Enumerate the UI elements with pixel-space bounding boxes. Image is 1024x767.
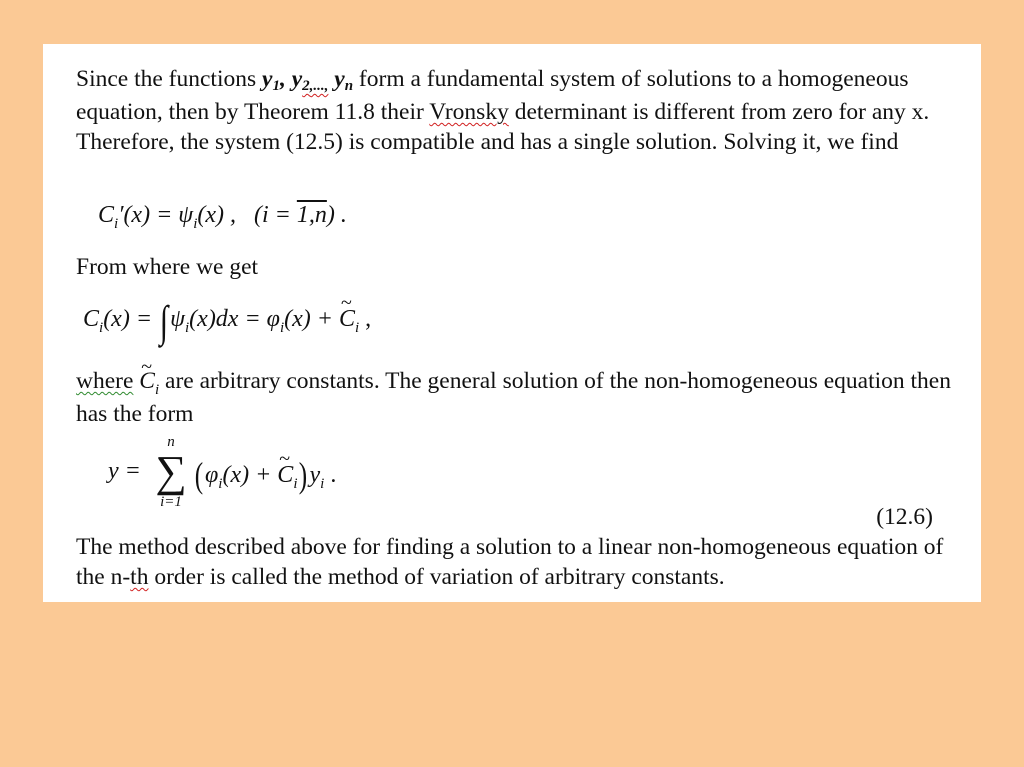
- paragraph-2: From where we get: [76, 254, 259, 280]
- equation-2: $C_i(x) = \int\psi_i(x)dx = \varphi_i(x)$ + ~ $C_i$ ,: [83, 306, 371, 337]
- p1-text-before: Since the functions: [76, 66, 263, 92]
- equation-number: (12.6): [876, 504, 933, 530]
- text-content: [76, 64, 956, 157]
- summation: n ∑ i=1: [155, 434, 187, 510]
- where-word: where: [76, 368, 134, 394]
- equation-3-rest: ($\varphi_i(x)$ + ~ $C_i)y_i$ .: [193, 454, 336, 496]
- equation-1: $C_i'(x) = \psi_i(x)$ , (i = 1,n) .: [98, 202, 347, 232]
- function-list: y1, y2,..., yn: [262, 66, 354, 94]
- paragraph-3: where ~ $C_i$ are arbitrary constants. The general solution of the non-homogeneous equation then has the form: [76, 366, 956, 429]
- th-word: th: [130, 564, 149, 590]
- vronsky-word: Vronsky: [429, 99, 509, 125]
- equation-3: y =: [108, 458, 141, 484]
- integral-sign: ∫: [159, 297, 169, 346]
- document-page: [43, 44, 981, 602]
- p1-text-after-b: determinant is different from zero for any x. Therefore, the system (12.5) is compatible and has a single solution. Solving it, we find: [76, 99, 930, 155]
- p1-text-after-a: form a fundamental system of solutions to a homogeneous equation, then by Theorem 11.8 their: [76, 66, 909, 125]
- paragraph-4: The method described above for finding a solution to a linear non-homogeneous equation of the n-th order is called the method of variation of arbitrary constants.: [76, 534, 944, 590]
- paragraph-1: [76, 64, 956, 157]
